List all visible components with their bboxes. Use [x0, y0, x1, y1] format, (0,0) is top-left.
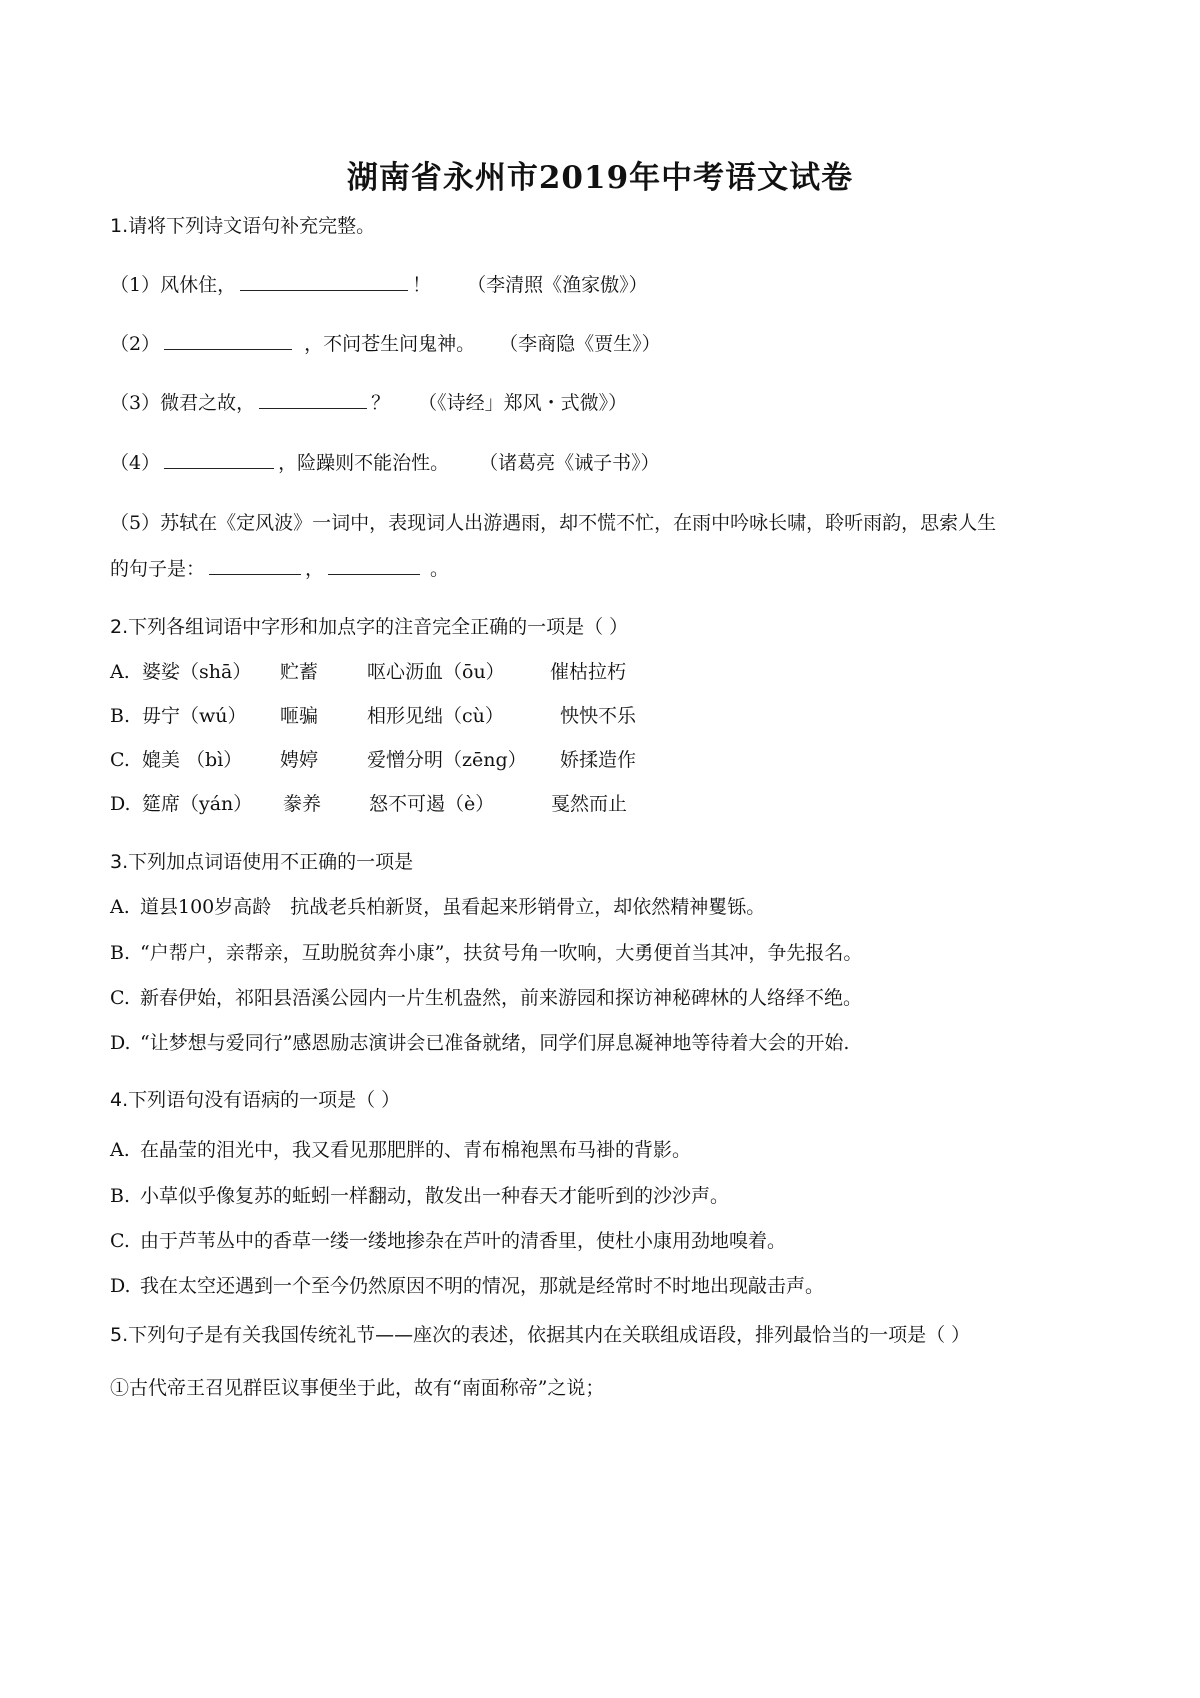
- q1-item-2-pre: （2）: [110, 333, 161, 355]
- q1-item-1-pre: （1）风休住，: [110, 274, 237, 296]
- q2-option-d: [110, 789, 627, 816]
- answer-blank[interactable]: [259, 388, 367, 409]
- question-2-head: 2.下列各组词语中字形和加点字的注音完全正确的一项是（ ）: [110, 616, 629, 638]
- q4-option-c: [110, 1226, 786, 1253]
- q1-item-2-source: （李商隐《贾生》）: [499, 333, 661, 355]
- q2-c-word-3: 爱憎分明（zēng）: [367, 749, 527, 771]
- option-label: B.: [110, 1185, 131, 1207]
- q4-option-a: [110, 1135, 691, 1162]
- option-label: C.: [110, 1230, 130, 1252]
- q3-option-b-text: “户帮户，亲帮亲，互助脱贫奔小康”，扶贫号角一吹响，大勇便首当其冲，争先报名。: [140, 942, 863, 964]
- option-label: B.: [110, 705, 131, 727]
- option-label: D.: [110, 1275, 131, 1297]
- q2-d-word-1: 筵席（yán）: [142, 793, 253, 815]
- q4-option-a-text: 在晶莹的泪光中，我又看见那肥胖的、青布棉袍黑布马褂的背影。: [140, 1139, 692, 1161]
- q1-item-3: [110, 388, 627, 415]
- q2-c-word-4: 娇揉造作: [560, 749, 637, 771]
- q2-option-c: [110, 745, 636, 772]
- q1-item-3-pre: （3）微君之故，: [110, 392, 256, 414]
- q2-d-word-2: 豢养: [283, 793, 322, 815]
- q1-item-5-line2: [110, 554, 449, 581]
- q4-option-b-text: 小草似乎像复苏的蚯蚓一样翻动，散发出一种春天才能听到的沙沙声。: [140, 1185, 730, 1207]
- q1-item-1-source: （李清照《渔家傲》）: [467, 274, 648, 296]
- option-label: D.: [110, 1032, 131, 1054]
- q1-item-3-post: ？: [371, 392, 391, 414]
- q3-option-d: [110, 1028, 849, 1055]
- q1-item-4: [110, 448, 660, 475]
- answer-blank[interactable]: [240, 270, 408, 291]
- q2-a-word-1: 婆娑（shā）: [142, 661, 252, 683]
- q2-b-word-2: 咂骗: [280, 705, 319, 727]
- answer-blank[interactable]: [164, 329, 292, 350]
- answer-blank[interactable]: [209, 554, 301, 575]
- q4-option-b: [110, 1181, 729, 1208]
- q1-item-4-pre: （4）: [110, 452, 161, 474]
- q1-item-4-post: ，险躁则不能治性。: [278, 452, 450, 474]
- option-label: D.: [110, 793, 131, 815]
- q5-line-1: ①古代帝王召见群臣议事便坐于此，故有“南面称帝”之说；: [110, 1377, 605, 1399]
- option-label: A.: [110, 896, 130, 918]
- q2-c-word-1: 媲美 （bì）: [142, 749, 243, 771]
- q2-a-word-4: 催枯拉朽: [550, 661, 627, 683]
- q2-d-word-3: 怒不可遏（è）: [369, 793, 495, 815]
- q1-item-2-post: ，不问苍生问鬼神。: [304, 333, 476, 355]
- answer-blank[interactable]: [328, 554, 420, 575]
- option-label: C.: [110, 987, 130, 1009]
- q3-option-a-text: 道县100岁高龄 抗战老兵柏新贤，虽看起来形销骨立，却依然精神矍铄。: [140, 896, 766, 918]
- option-label: B.: [110, 942, 131, 964]
- q3-option-d-text: “让梦想与爱同行”感恩励志演讲会已准备就绪，同学们屏息凝神地等待着大会的开始.: [140, 1032, 850, 1054]
- q4-option-d: [110, 1271, 824, 1298]
- page-title: 湖南省永州市2019年中考语文试卷: [346, 160, 854, 196]
- q3-option-b: [110, 938, 862, 965]
- q2-d-word-4: 戛然而止: [551, 793, 628, 815]
- question-4-head: 4.下列语句没有语病的一项是（ ）: [110, 1089, 401, 1111]
- q1-item-1: [110, 270, 648, 297]
- question-5-head: 5.下列句子是有关我国传统礼节——座次的表述，依据其内在关联组成语段，排列最恰当的一项是（ ）: [110, 1324, 971, 1346]
- q2-option-b: [110, 701, 636, 728]
- q3-option-c-text: 新春伊始，祁阳县浯溪公园内一片生机盎然，前来游园和探访神秘碑林的人络绎不绝。: [140, 987, 863, 1009]
- answer-blank[interactable]: [164, 448, 274, 469]
- q1-item-2: [110, 329, 661, 356]
- question-3-head: 3.下列加点词语使用不正确的一项是: [110, 851, 414, 873]
- q2-a-word-2: 贮蓄: [280, 661, 319, 683]
- q3-option-a: [110, 892, 765, 919]
- q1-item-5-line1: （5）苏轼在《定风波》一词中，表现词人出游遇雨，却不慌不忙，在雨中吟咏长啸，聆听雨韵，思索人生: [110, 512, 997, 534]
- q2-b-word-1: 毋宁（wú）: [142, 705, 247, 727]
- option-label: C.: [110, 749, 130, 771]
- q1-item-1-post: ！: [412, 274, 432, 296]
- q1-item-4-source: （诸葛亮《诫子书》）: [479, 452, 660, 474]
- q1-item-5-post: 。: [430, 558, 450, 580]
- q2-a-word-3: 呕心沥血（ōu）: [367, 661, 505, 683]
- option-label: A.: [110, 661, 130, 683]
- q2-b-word-4: 怏怏不乐: [560, 705, 637, 727]
- q1-item-3-source: （《诗经」郑风・式微》）: [418, 392, 628, 414]
- option-label: A.: [110, 1139, 130, 1161]
- q1-item-5-mid: ，: [305, 558, 325, 580]
- question-1-head: 1.请将下列诗文语句补充完整。: [110, 215, 376, 237]
- q1-item-5-pre: 的句子是：: [110, 558, 206, 580]
- q2-option-a: [110, 657, 626, 684]
- q4-option-d-text: 我在太空还遇到一个至今仍然原因不明的情况，那就是经常时不时地出现敲击声。: [140, 1275, 825, 1297]
- q2-b-word-3: 相形见绌（cù）: [367, 705, 504, 727]
- q2-c-word-2: 娉婷: [280, 749, 319, 771]
- q3-option-c: [110, 983, 862, 1010]
- q4-option-c-text: 由于芦苇丛中的香草一缕一缕地掺杂在芦叶的清香里，使杜小康用劲地嗅着。: [140, 1230, 787, 1252]
